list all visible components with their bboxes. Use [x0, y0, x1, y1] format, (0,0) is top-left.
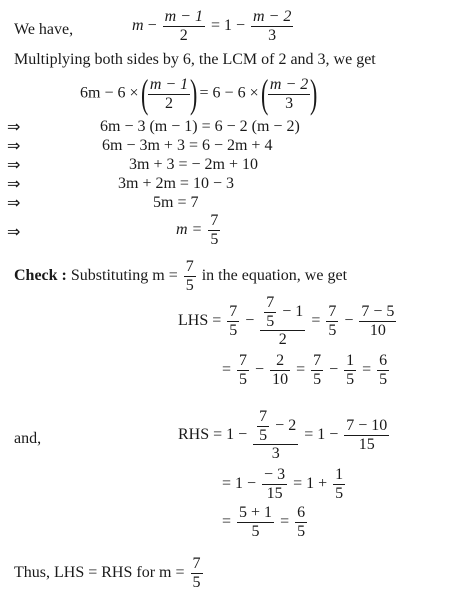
fraction: $\frac{m - 1}{2}$ [164, 8, 203, 44]
fraction: $\frac{1}{5}$ [335, 466, 344, 502]
implies-arrow: ⇒ [7, 222, 21, 241]
fraction: $\frac{7}{5}$ [239, 352, 248, 388]
intro-label: We have, [14, 21, 74, 38]
multiply-text: Multiplying both sides by 6, the LCM of 2 and 3, we get [14, 51, 376, 68]
implies-arrow: ⇒ [7, 174, 21, 193]
conclusion-line: Thus, LHS = RHS for m = $\frac{7}{5}$ [14, 555, 201, 591]
rhs-simplification: = 1 − $\frac{- 3}{15}$ = 1 + $\frac{1}{5}$ [222, 466, 344, 502]
implies-arrow: ⇒ [7, 193, 21, 212]
nested-fraction: $\frac{7}{5}$ − 2 3 [253, 408, 298, 463]
implies-arrow: ⇒ [7, 117, 21, 136]
fraction: $\frac{7}{5}$ [313, 352, 322, 388]
step: 3m + 3 = − 2m + 10 [129, 156, 258, 173]
fraction: $\frac{6}{5}$ [379, 352, 388, 388]
fraction: $\frac{7}{5}$ [185, 258, 194, 294]
step: 6m − 3m + 3 = 6 − 2m + 4 [102, 137, 273, 154]
check-line: Check : Substituting m = $\frac{7}{5}$ in the equation, we get [14, 258, 348, 294]
fraction: $\frac{m - 2}{3}$ [253, 8, 292, 44]
fraction: $\frac{- 3}{15}$ [264, 466, 286, 502]
fraction: $\frac{7}{5}$ [192, 555, 201, 591]
fraction: $\frac{1}{5}$ [346, 352, 355, 388]
rhs-result: = $\frac{5 + 1}{5}$ = $\frac{6}{5}$ [222, 504, 306, 540]
fraction: $\frac{7 - 5}{10}$ [361, 303, 395, 339]
step: 3m + 2m = 10 − 3 [118, 175, 234, 192]
fraction: $\frac{7}{5}$ [210, 212, 219, 248]
fraction: $\frac{5 + 1}{5}$ [239, 504, 273, 540]
fraction: $\frac{m - 2}{3}$ [269, 75, 309, 112]
fraction: $\frac{7 - 10}{15}$ [346, 417, 388, 453]
result-equation: m = $\frac{7}{5}$ [176, 212, 219, 248]
step: 5m = 7 [153, 194, 199, 211]
fraction: $\frac{7}{5}$ [229, 303, 238, 339]
fraction: $\frac{7}{5}$ [266, 294, 275, 330]
fraction: $\frac{7}{5}$ [259, 408, 268, 444]
fraction: $\frac{2}{10}$ [272, 352, 289, 388]
rhs-calculation: RHS = 1 − $\frac{7}{5}$ − 2 3 = 1 − $\frac{7 - 10}{15}$ [178, 408, 388, 463]
fraction: $\frac{6}{5}$ [297, 504, 306, 540]
fraction: $\frac{7}{5}$ [328, 303, 337, 339]
implies-arrow: ⇒ [7, 155, 21, 174]
implies-arrow: ⇒ [7, 136, 21, 155]
multiplied-equation: 6m − 6 × ( $\frac{m - 1}{2}$ ) = 6 − 6 × ( $\frac{m - 2}{3}$ ) [80, 71, 318, 116]
step: 6m − 3 (m − 1) = 6 − 2 (m − 2) [100, 118, 300, 135]
lhs-calculation: LHS = $\frac{7}{5}$ − $\frac{7}{5}$ − 1 2 = $\frac{7}{5}$ − $\frac{7 - 5}{10}$ [178, 294, 395, 349]
check-label: Check : [14, 266, 67, 284]
nested-fraction: $\frac{7}{5}$ − 1 2 [260, 294, 305, 349]
fraction: $\frac{m - 1}{2}$ [149, 75, 189, 112]
and-label: and, [14, 430, 42, 447]
lhs-simplification: = $\frac{7}{5}$ − $\frac{2}{10}$ = $\frac{7}{5}$ − $\frac{1}{5}$ = $\frac{6}{5}$ [222, 352, 388, 388]
intro-equation: m − $\frac{m - 1}{2}$ = 1 − $\frac{m - 2}{3}$ [132, 8, 292, 44]
